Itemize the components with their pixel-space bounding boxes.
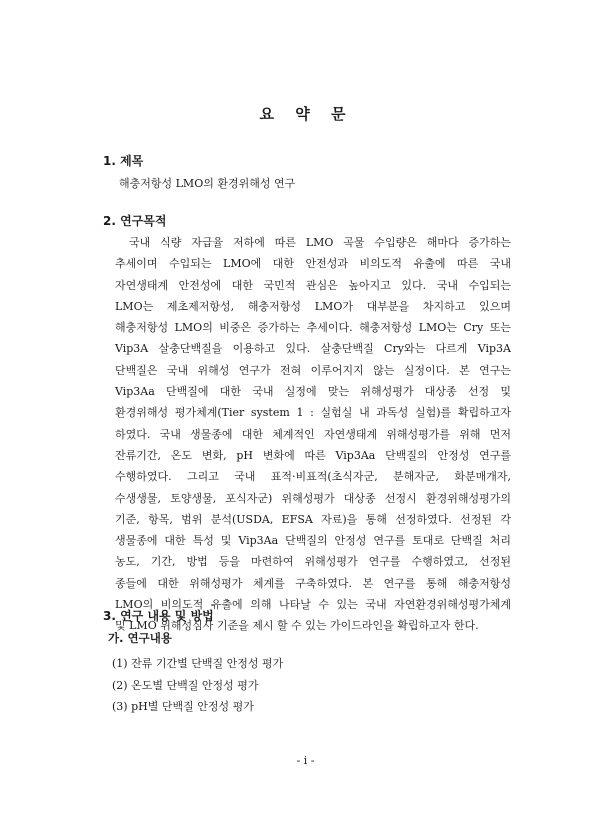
paragraph-line: 수행하였다. 그리고 국내 표적·비표적(초식자군, 분해자군, 화분매개자, bbox=[115, 470, 511, 484]
paragraph-line: 수생생물, 토양생물, 포식자군) 위해성평가 대상종 선정시 환경위해성평가의 bbox=[115, 491, 511, 505]
paragraph-line: 국내 식량 자급율 저하에 따른 LMO 곡물 수입량은 해마다 증가하는 bbox=[129, 236, 511, 249]
section-2-heading: 2. 연구목적 bbox=[103, 214, 167, 228]
research-content-subheading: 가. 연구내용 bbox=[108, 631, 172, 645]
page-title: 요 약 문 bbox=[259, 105, 352, 123]
paragraph-line: 농도, 기간, 방법 등을 마련하여 위해성평가 연구를 수행하였고, 선정된 bbox=[115, 555, 511, 569]
list-item: (1) 잔류 기간별 단백질 안정성 평가 bbox=[112, 657, 284, 670]
research-purpose-paragraph bbox=[115, 232, 511, 637]
paragraph-line: 종들에 대한 위해성평가 체계를 구축하였다. 본 연구를 통해 해충저항성 bbox=[115, 576, 511, 590]
paragraph-line: 및 LMO 위해성심사 기준을 제시 할 수 있는 가이드라인을 확립하고자 한다. bbox=[115, 619, 479, 633]
section-1-heading: 1. 제목 bbox=[103, 154, 144, 168]
paragraph-line: Vip3Aa 단백질에 대한 국내 실정에 맞는 위해성평가 대상종 선정 및 bbox=[115, 385, 511, 399]
paragraph-line: 단백질은 국내 위해성 연구가 전혀 이루어지지 않는 실정이다. 본 연구는 bbox=[115, 363, 511, 377]
section-3-heading: 3. 연구 내용 및 방법 bbox=[103, 609, 214, 623]
paragraph-line: 생물종에 대한 특성 및 Vip3Aa 단백질의 안정성 연구를 토대로 단백질 처리 bbox=[115, 534, 511, 548]
paragraph-line: Vip3A 살충단백질을 이용하고 있다. 살충단백질 Cry와는 다르게 Vip3A bbox=[115, 342, 511, 356]
paragraph-line: 환경위해성 평가체계(Tier system 1 : 실험실 내 과독성 실험)를 확립하고자 bbox=[115, 406, 511, 420]
paragraph-line: 자연생태계 안전성에 대한 국민적 관심은 높아지고 있다. 국내 수입되는 bbox=[115, 278, 511, 292]
research-title-text: 해충저항성 LMO의 환경위해성 연구 bbox=[119, 177, 296, 190]
research-content-list bbox=[112, 653, 283, 718]
paragraph-line: 기준, 항목, 범위 분석(USDA, EFSA 자료)을 통해 선정하였다. 선정된 각 bbox=[115, 512, 511, 526]
paragraph-line: 추세이며 수입되는 LMO에 대한 안전성과 비의도적 유출에 따른 국내 bbox=[115, 257, 511, 271]
paragraph-line: 하였다. 국내 생물종에 대한 체계적인 자연생태계 위해성평가를 위해 먼저 bbox=[115, 427, 511, 441]
list-item: (2) 온도별 단백질 안정성 평가 bbox=[112, 678, 259, 692]
list-item: (3) pH별 단백질 안정성 평가 bbox=[112, 700, 254, 713]
paragraph-line: LMO는 제초제저항성, 해충저항성 LMO가 대부분을 차지하고 있으며 bbox=[115, 299, 511, 313]
paragraph-line: LMO의 비의도적 유출에 의해 나타날 수 있는 국내 자연환경위해성평가체계 bbox=[115, 598, 511, 612]
paragraph-line: 잔류기간, 온도 변화, pH 변화에 따른 Vip3Aa 단백질의 안정성 연구를 bbox=[115, 448, 511, 462]
paragraph-line: 해충저항성 LMO의 비중은 증가하는 추세이다. 해충저항성 LMO는 Cry 또는 bbox=[115, 321, 511, 335]
page-number: - i - bbox=[296, 754, 315, 767]
